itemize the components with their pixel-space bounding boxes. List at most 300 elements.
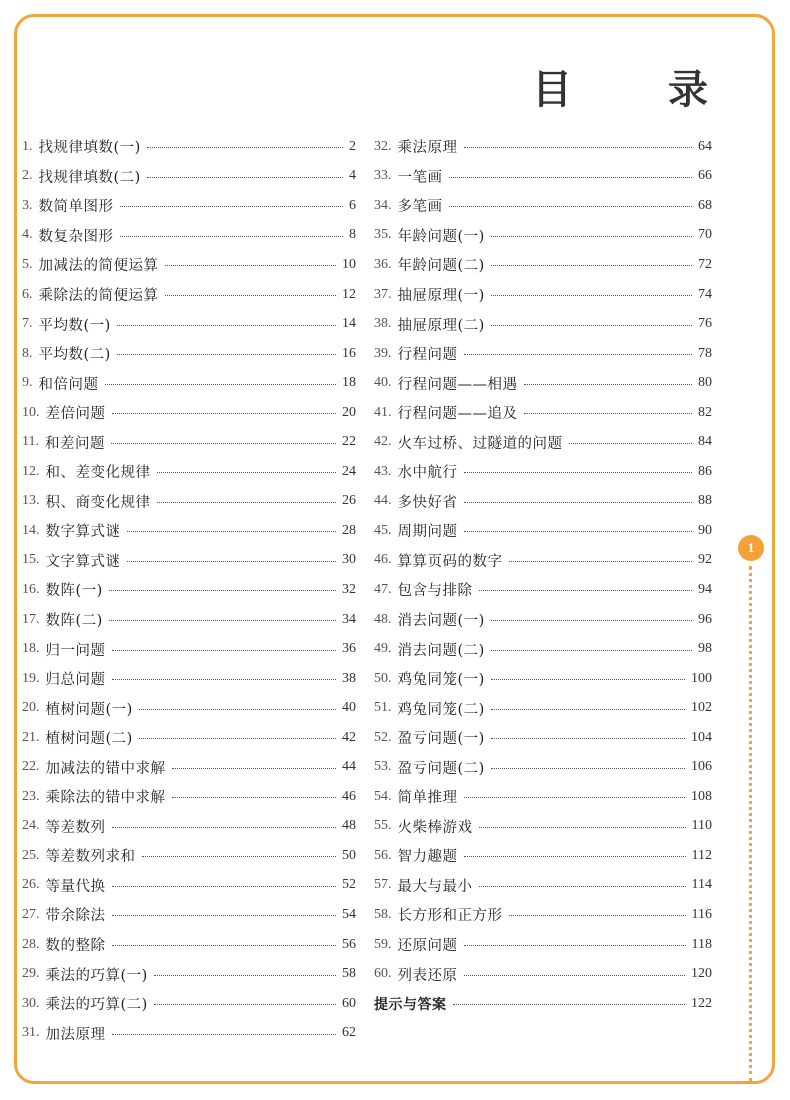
toc-entry-number: 40. xyxy=(374,375,392,391)
dot-leader xyxy=(112,1034,337,1035)
toc-entry-title: 火车过桥、过隧道的问题 xyxy=(397,435,563,452)
toc-entry-title: 和差问题 xyxy=(44,435,105,452)
toc-entry[interactable] xyxy=(22,812,356,842)
toc-entry-title: 等量代换 xyxy=(45,878,106,895)
toc-entry-title: 列表还原 xyxy=(397,967,458,984)
toc-entry-page: 98 xyxy=(698,641,712,657)
toc-entry-page: 38 xyxy=(342,670,356,686)
dot-leader xyxy=(524,413,693,414)
toc-entry-number: 22. xyxy=(22,759,40,775)
toc-entry-number: 55. xyxy=(374,818,392,834)
toc-entry-title: 智力趣题 xyxy=(397,849,458,866)
toc-entry[interactable] xyxy=(22,132,356,162)
toc-entry[interactable] xyxy=(22,487,356,517)
toc-entry-title: 提示与答案 xyxy=(374,996,447,1013)
toc-entry[interactable] xyxy=(374,723,712,753)
toc-entry-page: 30 xyxy=(342,552,356,568)
toc-entry-title: 积、商变化规律 xyxy=(45,494,151,511)
dot-leader xyxy=(464,354,693,355)
toc-entry-number: 26. xyxy=(22,877,40,893)
toc-entry-title: 数字算式谜 xyxy=(45,524,121,541)
dot-leader xyxy=(111,443,336,444)
toc-entry[interactable] xyxy=(22,871,356,901)
toc-entry-number: 29. xyxy=(22,966,40,982)
dot-leader xyxy=(491,650,692,651)
toc-entry-page: 72 xyxy=(698,256,712,272)
toc-entry-page: 108 xyxy=(691,788,712,804)
toc-entry-title: 乘法的巧算(一) xyxy=(45,967,148,984)
toc-entry[interactable] xyxy=(374,664,712,694)
toc-entry[interactable] xyxy=(22,280,356,310)
title-char-1: 目 xyxy=(532,66,572,113)
toc-entry-title: 乘法原理 xyxy=(397,140,458,157)
dot-leader xyxy=(464,975,686,976)
toc-entry-title: 年龄问题(二) xyxy=(397,258,485,275)
dot-leader xyxy=(127,561,337,562)
toc-entry-page: 120 xyxy=(691,966,712,982)
toc-entry-title: 盈亏问题(二) xyxy=(397,760,485,777)
toc-entry-number: 45. xyxy=(374,522,392,538)
dot-leader xyxy=(157,472,337,473)
toc-entry-title: 找规律填数(二) xyxy=(38,169,141,186)
toc-entry-title: 差倍问题 xyxy=(45,406,106,423)
toc-entry[interactable] xyxy=(22,605,356,635)
toc-entry[interactable] xyxy=(374,191,712,221)
page-title xyxy=(532,58,708,115)
toc-entry[interactable] xyxy=(22,546,356,576)
toc-entry-title: 数的整除 xyxy=(45,938,106,955)
toc-entry-number: 30. xyxy=(22,995,40,1011)
toc-entry-page: 36 xyxy=(342,641,356,657)
toc-entry-page: 28 xyxy=(342,522,356,538)
dot-leader xyxy=(112,679,337,680)
dot-leader xyxy=(479,886,686,887)
dot-leader xyxy=(464,531,693,532)
toc-entry[interactable] xyxy=(374,693,712,723)
toc-entry-title: 归一问题 xyxy=(45,642,106,659)
toc-entry-number: 17. xyxy=(22,611,40,627)
toc-entry-page: 22 xyxy=(342,434,356,450)
toc-entry-number: 16. xyxy=(22,581,40,597)
toc-entry-number: 43. xyxy=(374,463,392,479)
toc-entry-page: 76 xyxy=(698,316,712,332)
toc-entry-page: 78 xyxy=(698,345,712,361)
toc-entry-number: 38. xyxy=(374,316,392,332)
toc-entry-title: 行程问题——相遇 xyxy=(397,376,518,393)
dot-leader xyxy=(491,295,692,296)
dot-leader xyxy=(172,768,337,769)
toc-entry[interactable] xyxy=(374,634,712,664)
toc-entry-number: 7. xyxy=(22,316,33,332)
toc-entry-title: 鸡兔同笼(二) xyxy=(397,701,485,718)
toc-entry-title: 带余除法 xyxy=(45,908,106,925)
toc-entry[interactable] xyxy=(374,930,712,960)
toc-entry[interactable] xyxy=(374,605,712,635)
toc-entry-title: 抽屉原理(一) xyxy=(397,288,485,304)
toc-entry-title: 加减法的简便运算 xyxy=(38,258,159,275)
toc-entry-page: 46 xyxy=(342,788,356,804)
dot-leader xyxy=(105,384,337,385)
toc-entry-number: 15. xyxy=(22,552,40,568)
toc-entry-page: 60 xyxy=(342,995,356,1011)
toc-entry-page: 90 xyxy=(698,522,712,538)
dot-leader xyxy=(449,177,693,178)
toc-entry-number: 8. xyxy=(22,345,33,361)
toc-entry-page: 8 xyxy=(349,227,356,243)
toc-entry-number: 5. xyxy=(22,256,33,272)
toc-entry-number: 41. xyxy=(374,404,392,420)
toc-entry-page: 16 xyxy=(342,345,356,361)
toc-entry[interactable] xyxy=(374,280,712,310)
toc-entry-page: 118 xyxy=(691,936,712,952)
toc-entry-number: 28. xyxy=(22,936,40,952)
toc-entry-page: 6 xyxy=(349,197,356,213)
toc-entry-title: 乘除法的简便运算 xyxy=(38,288,159,304)
toc-entry-page: 82 xyxy=(698,404,712,420)
toc-entry[interactable] xyxy=(374,457,712,487)
toc-entry-answers[interactable] xyxy=(374,989,712,1019)
toc-entry[interactable] xyxy=(22,930,356,960)
toc-entry[interactable] xyxy=(22,693,356,723)
toc-entry-page: 20 xyxy=(342,404,356,420)
toc-entry[interactable] xyxy=(22,368,356,398)
toc-entry-page: 44 xyxy=(342,759,356,775)
toc-entry-title: 和、差变化规律 xyxy=(45,465,151,482)
dot-leader xyxy=(109,620,336,621)
toc-entry-number: 11. xyxy=(22,434,39,450)
toc-entry[interactable] xyxy=(374,871,712,901)
toc-entry-page: 66 xyxy=(698,168,712,184)
toc-entry-number: 27. xyxy=(22,906,40,922)
toc-entry-title: 多笔画 xyxy=(397,199,443,216)
dot-leader xyxy=(491,265,692,266)
toc-entry-page: 92 xyxy=(698,552,712,568)
toc-entry-title: 算算页码的数字 xyxy=(397,553,503,570)
toc-entry-page: 34 xyxy=(342,611,356,627)
toc-entry-title: 水中航行 xyxy=(397,465,458,482)
toc-entry[interactable] xyxy=(22,398,356,428)
toc-left-column xyxy=(22,132,356,1048)
dot-leader xyxy=(112,413,337,414)
toc-entry-number: 33. xyxy=(374,168,392,184)
dot-leader xyxy=(464,945,686,946)
toc-entry-number: 18. xyxy=(22,641,40,657)
dot-leader xyxy=(479,590,693,591)
toc-entry[interactable] xyxy=(22,516,356,546)
toc-entry-number: 60. xyxy=(374,966,392,982)
dot-leader xyxy=(165,265,337,266)
toc-entry-page: 80 xyxy=(698,375,712,391)
toc-entry-title: 抽屉原理(二) xyxy=(397,317,485,334)
toc-entry-title: 植树问题(一) xyxy=(45,701,133,718)
toc-entry-page: 102 xyxy=(691,700,712,716)
toc-entry-number: 58. xyxy=(374,906,392,922)
toc-entry-page: 104 xyxy=(691,729,712,745)
toc-entry-title: 多快好省 xyxy=(397,494,458,511)
toc-entry[interactable] xyxy=(22,191,356,221)
toc-entry-page: 122 xyxy=(691,995,712,1011)
dot-leader xyxy=(117,325,336,326)
toc-entry-title: 等差数列 xyxy=(45,819,106,836)
dot-leader xyxy=(491,709,685,710)
title-char-2: 录 xyxy=(668,66,708,113)
toc-entry-title: 长方形和正方形 xyxy=(397,908,503,925)
toc-entry-page: 10 xyxy=(342,256,356,272)
dot-leader xyxy=(157,502,337,503)
toc-entry-page: 110 xyxy=(691,818,712,834)
toc-entry-number: 46. xyxy=(374,552,392,568)
toc-entry-page: 106 xyxy=(691,759,712,775)
dot-leader xyxy=(491,325,692,326)
dot-leader xyxy=(117,354,336,355)
dot-leader xyxy=(449,206,693,207)
toc-entry[interactable] xyxy=(22,221,356,251)
page-number-badge: 1 xyxy=(738,535,764,561)
toc-entry[interactable] xyxy=(374,427,712,457)
toc-entry-number: 42. xyxy=(374,434,392,450)
dot-leader xyxy=(491,236,692,237)
dot-leader xyxy=(491,738,685,739)
dot-leader xyxy=(112,650,337,651)
toc-entry[interactable] xyxy=(22,989,356,1019)
toc-entry-title: 一笔画 xyxy=(397,169,443,186)
toc-entry-number: 14. xyxy=(22,522,40,538)
toc-entry-page: 18 xyxy=(342,375,356,391)
dot-leader xyxy=(120,236,344,237)
toc-entry-title: 找规律填数(一) xyxy=(38,140,141,157)
dot-leader xyxy=(569,443,693,444)
toc-entry-title: 包含与排除 xyxy=(397,583,473,600)
toc-entry-title: 等差数列求和 xyxy=(45,849,136,866)
toc-entry-number: 13. xyxy=(22,493,40,509)
toc-entry-number: 59. xyxy=(374,936,392,952)
toc-entry-page: 62 xyxy=(342,1025,356,1041)
toc-entry-number: 24. xyxy=(22,818,40,834)
toc-entry-number: 39. xyxy=(374,345,392,361)
dot-leader xyxy=(147,177,343,178)
toc-entry-number: 19. xyxy=(22,670,40,686)
dot-leader xyxy=(112,827,337,828)
dot-leader xyxy=(112,915,337,916)
toc-entry-title: 消去问题(二) xyxy=(397,642,485,659)
toc-entry[interactable] xyxy=(22,782,356,812)
toc-entry-page: 4 xyxy=(349,168,356,184)
toc-entry-number: 53. xyxy=(374,759,392,775)
toc-entry-title: 乘法的巧算(二) xyxy=(45,997,148,1014)
toc-entry[interactable] xyxy=(22,457,356,487)
toc-entry-page: 40 xyxy=(342,700,356,716)
toc-entry[interactable] xyxy=(22,900,356,930)
dot-leader xyxy=(154,1004,336,1005)
toc-entry-title: 还原问题 xyxy=(397,938,458,955)
toc-entry-page: 114 xyxy=(691,877,712,893)
dot-leader xyxy=(524,384,693,385)
toc-entry[interactable] xyxy=(374,516,712,546)
toc-entry-title: 行程问题——追及 xyxy=(397,406,518,423)
toc-entry[interactable] xyxy=(374,752,712,782)
dot-leader xyxy=(464,797,686,798)
toc-entry-title: 行程问题 xyxy=(397,347,458,364)
toc-entry-number: 12. xyxy=(22,463,40,479)
toc-right-column xyxy=(374,132,712,1018)
toc-entry-page: 56 xyxy=(342,936,356,952)
toc-entry-number: 10. xyxy=(22,404,40,420)
toc-entry-page: 58 xyxy=(342,966,356,982)
toc-entry[interactable] xyxy=(374,339,712,369)
toc-entry[interactable] xyxy=(374,162,712,192)
toc-entry[interactable] xyxy=(22,250,356,280)
toc-entry-page: 48 xyxy=(342,818,356,834)
dot-leader xyxy=(154,975,336,976)
toc-entry-number: 1. xyxy=(22,138,33,154)
toc-entry[interactable] xyxy=(374,368,712,398)
dot-leader xyxy=(491,768,685,769)
toc-entry-number: 49. xyxy=(374,641,392,657)
dot-leader xyxy=(142,856,337,857)
toc-entry-page: 74 xyxy=(698,286,712,302)
toc-entry-number: 25. xyxy=(22,847,40,863)
toc-entry-title: 火柴棒游戏 xyxy=(397,819,473,836)
toc-entry-number: 36. xyxy=(374,256,392,272)
toc-entry-number: 57. xyxy=(374,877,392,893)
dot-leader xyxy=(147,147,343,148)
dot-leader xyxy=(464,856,686,857)
toc-entry[interactable] xyxy=(22,339,356,369)
toc-entry-title: 归总问题 xyxy=(45,672,106,689)
toc-entry[interactable] xyxy=(22,162,356,192)
dot-leader xyxy=(165,295,337,296)
toc-entry[interactable] xyxy=(374,250,712,280)
toc-entry[interactable] xyxy=(374,487,712,517)
toc-entry-page: 26 xyxy=(342,493,356,509)
toc-entry-title: 消去问题(一) xyxy=(397,613,485,630)
toc-entry-number: 21. xyxy=(22,729,40,745)
toc-entry-page: 68 xyxy=(698,197,712,213)
toc-entry[interactable] xyxy=(374,132,712,162)
toc-entry-title: 数阵(一) xyxy=(45,583,103,600)
toc-entry[interactable] xyxy=(374,841,712,871)
toc-entry-title: 平均数(二) xyxy=(38,347,111,364)
toc-entry-title: 平均数(一) xyxy=(38,317,111,334)
toc-entry[interactable] xyxy=(374,812,712,842)
toc-entry-number: 51. xyxy=(374,700,392,716)
toc-entry-number: 47. xyxy=(374,581,392,597)
dot-leader xyxy=(127,531,337,532)
toc-entry-number: 35. xyxy=(374,227,392,243)
toc-entry-title: 文字算式谜 xyxy=(45,553,121,570)
toc-entry[interactable] xyxy=(374,900,712,930)
toc-entry[interactable] xyxy=(22,575,356,605)
toc-entry-title: 加减法的错中求解 xyxy=(45,760,166,777)
toc-entry-page: 94 xyxy=(698,581,712,597)
dot-leader xyxy=(453,1004,686,1005)
toc-entry-title: 盈亏问题(一) xyxy=(397,731,485,748)
toc-entry-page: 52 xyxy=(342,877,356,893)
toc-entry[interactable] xyxy=(22,959,356,989)
dot-leader xyxy=(139,709,336,710)
toc-entry[interactable] xyxy=(22,723,356,753)
toc-entry-title: 数阵(二) xyxy=(45,613,103,630)
toc-entry-number: 52. xyxy=(374,729,392,745)
toc-entry-page: 12 xyxy=(342,286,356,302)
toc-entry-title: 植树问题(二) xyxy=(45,731,133,748)
dot-leader xyxy=(509,915,686,916)
dot-leader xyxy=(464,502,693,503)
toc-entry-number: 48. xyxy=(374,611,392,627)
toc-entry-number: 31. xyxy=(22,1025,40,1041)
dot-leader xyxy=(479,827,686,828)
toc-entry[interactable] xyxy=(374,546,712,576)
toc-entry-title: 数复杂图形 xyxy=(38,228,114,245)
toc-entry-title: 加法原理 xyxy=(45,1026,106,1043)
toc-entry-page: 112 xyxy=(691,847,712,863)
toc-entry-page: 100 xyxy=(691,670,712,686)
toc-entry-title: 简单推理 xyxy=(397,790,458,807)
dot-leader xyxy=(464,147,693,148)
toc-entry-page: 54 xyxy=(342,906,356,922)
toc-entry-number: 34. xyxy=(374,197,392,213)
toc-entry-title: 数简单图形 xyxy=(38,199,114,216)
dot-leader xyxy=(172,797,337,798)
toc-entry-page: 42 xyxy=(342,729,356,745)
dot-leader xyxy=(509,561,693,562)
toc-entry-page: 96 xyxy=(698,611,712,627)
toc-entry-title: 乘除法的错中求解 xyxy=(45,790,166,807)
toc-entry-number: 3. xyxy=(22,197,33,213)
toc-entry-number: 4. xyxy=(22,227,33,243)
toc-entry-number: 44. xyxy=(374,493,392,509)
toc-entry[interactable] xyxy=(22,309,356,339)
toc-entry[interactable] xyxy=(22,634,356,664)
toc-entry[interactable] xyxy=(374,575,712,605)
toc-entry-page: 50 xyxy=(342,847,356,863)
toc-entry-title: 周期问题 xyxy=(397,524,458,541)
toc-entry-title: 最大与最小 xyxy=(397,878,473,895)
toc-entry[interactable] xyxy=(22,752,356,782)
toc-entry[interactable] xyxy=(22,1018,356,1048)
toc-entry[interactable] xyxy=(374,782,712,812)
toc-entry-number: 6. xyxy=(22,286,33,302)
dot-leader xyxy=(491,620,692,621)
toc-entry-page: 70 xyxy=(698,227,712,243)
toc-entry-page: 84 xyxy=(698,434,712,450)
toc-entry-page: 14 xyxy=(342,316,356,332)
toc-entry[interactable] xyxy=(374,309,712,339)
toc-entry-page: 86 xyxy=(698,463,712,479)
toc-entry[interactable] xyxy=(22,427,356,457)
toc-entry-title: 和倍问题 xyxy=(38,376,99,393)
dot-leader xyxy=(109,590,336,591)
toc-entry-title: 年龄问题(一) xyxy=(397,228,485,245)
toc-entry-page: 32 xyxy=(342,581,356,597)
toc-entry-page: 64 xyxy=(698,138,712,154)
toc-entry-number: 20. xyxy=(22,700,40,716)
toc-entry-number: 9. xyxy=(22,375,33,391)
dot-leader xyxy=(120,206,344,207)
toc-entry[interactable] xyxy=(374,221,712,251)
toc-entry-title: 鸡兔同笼(一) xyxy=(397,672,485,689)
toc-entry-page: 116 xyxy=(691,906,712,922)
dot-leader xyxy=(464,472,693,473)
toc-entry-number: 56. xyxy=(374,847,392,863)
toc-entry[interactable] xyxy=(22,664,356,694)
toc-entry[interactable] xyxy=(374,398,712,428)
toc-entry[interactable] xyxy=(374,959,712,989)
toc-entry-number: 23. xyxy=(22,788,40,804)
toc-entry[interactable] xyxy=(22,841,356,871)
toc-entry-number: 2. xyxy=(22,168,33,184)
toc-entry-page: 88 xyxy=(698,493,712,509)
